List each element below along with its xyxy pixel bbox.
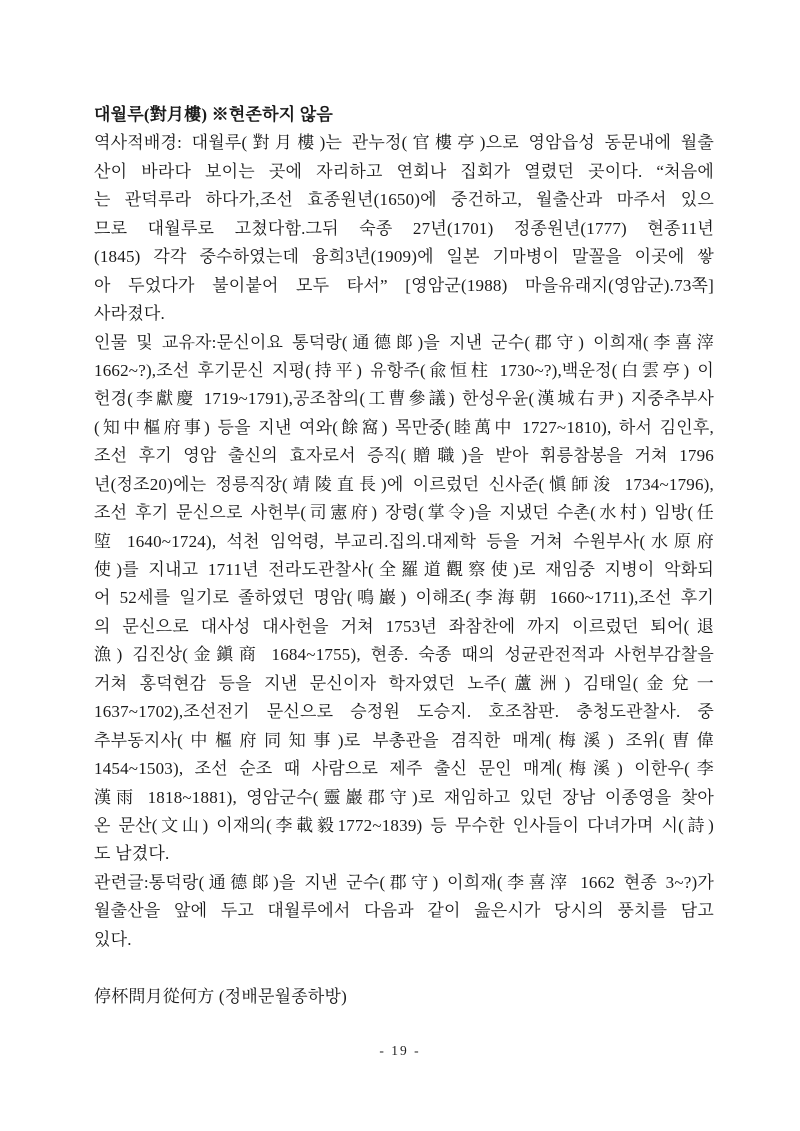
text-line: 년(정조20)에는 정릉직장(靖陵直長)에 이르렀던 신사준(愼師浚 1734~1796),	[94, 474, 714, 494]
document-heading: 대월루(對月樓) ※현존하지 않음	[94, 105, 334, 124]
text-line: 므로 대월루로 고쳤다함.그뒤 숙종 27년(1701) 정종원년(1777) 현종11년	[94, 218, 714, 238]
text-line: 1662~?),조선 후기문신 지평(持平) 유항주(兪恒柱 1730~?),백운정(白雲亭) 이	[94, 360, 714, 380]
text-line: 관련글:통덕랑(通德郞)을 지낸 군수(郡守) 이희재(李喜滓 1662 현종 3~?)가	[94, 872, 714, 892]
text-line: 추부동지사(中樞府同知事)로 부총관을 겸직한 매계(梅溪) 조위(曺偉	[94, 730, 714, 750]
text-line: 역사적배경: 대월루(對月樓)는 관누정(官樓亭)으로 영암읍성 동문내에 월출	[94, 133, 714, 153]
text-line: 漢雨 1818~1881), 영암군수(靈巖郡守)로 재임하고 있던 장남 이종영을 찾아	[94, 787, 714, 807]
text-line: 1637~1702),조선전기 문신으로 승정원 도승지. 호조참판. 충청도관찰사. 중	[94, 702, 714, 722]
document-content	[94, 101, 714, 1011]
text-line: 1454~1503), 조선 순조 때 사람으로 제주 출신 문인 매계(梅溪) 이한우(李	[94, 759, 714, 779]
text-line: 있다.	[94, 929, 132, 949]
text-line: 使)를 지내고 1711년 전라도관찰사(全羅道觀察使)로 재임중 지병이 악화되	[94, 560, 714, 579]
text-line: 조선 후기 영암 출신의 효자로서 증직(贈職)을 받아 휘릉참봉을 거쳐 1796	[94, 446, 714, 466]
text-line: 사라졌다.	[94, 304, 165, 324]
text-line	[94, 954, 714, 982]
text-line: 월출산을 앞에 두고 대월루에서 다음과 같이 읊은시가 당시의 풍치를 담고	[94, 901, 714, 921]
text-line: 漁) 김진상(金鎭商 1684~1755), 현종. 숙종 때의 성균관전적과 사헌부감찰을	[94, 645, 714, 665]
text-line: 아 두었다가 불이붙어 모두 타서” [영암군(1988) 마을유래지(영암군).73쪽]	[94, 275, 714, 295]
text-line: 는 관덕루라 하다가,조선 효종원년(1650)에 중건하고, 월출산과 마주서 있으	[94, 190, 714, 210]
text-line: 도 남겼다.	[94, 844, 170, 864]
text-line: 의 문신으로 대사성 대사헌을 거쳐 1753년 좌참찬에 까지 이르렀던 퇴어(退	[94, 616, 714, 636]
text-line: 인물 및 교유자:문신이요 통덕랑(通德郞)을 지낸 군수(郡守) 이희재(李喜滓	[94, 332, 714, 352]
text-line: 埅 1640~1724), 석천 임억령, 부교리.집의.대제학 등을 거쳐 수원부사(水原府	[94, 531, 714, 551]
text-line: 어 52세를 일기로 졸하였던 명암(鳴巖) 이해조(李海朝 1660~1711),조선 후기	[94, 588, 714, 608]
text-line: 조선 후기 문신으로 사헌부(司憲府) 장령(掌令)을 지냈던 수촌(水村) 임방(任	[94, 503, 714, 523]
text-line: 停杯問月從何方 (정배문월종하방)	[94, 986, 347, 1006]
text-line: (1845) 각각 중수하였는데 융희3년(1909)에 일본 기마병이 말꼴을 이곳에 쌓	[94, 247, 714, 267]
page-number: - 19 -	[379, 1043, 421, 1058]
document-body-lines	[94, 129, 714, 1011]
text-line: 산이 바라다 보이는 곳에 자리하고 연회나 집회가 열렸던 곳이다. “처음에	[94, 161, 714, 181]
text-line: 온 문산(文山) 이재의(李載毅1772~1839) 등 무수한 인사들이 다녀가며 시(詩)	[94, 815, 714, 835]
text-line: 헌경(李獻慶 1719~1791),공조참의(工曹參議) 한성우윤(漢城右尹) 지중추부사	[94, 389, 714, 409]
text-line: (知中樞府事) 등을 지낸 여와(餘窩) 목만중(睦萬中 1727~1810), 하서 김인후,	[94, 417, 714, 437]
text-line: 거쳐 홍덕현감 등을 지낸 문신이자 학자였던 노주(蘆洲) 김태일(金兌一	[94, 673, 714, 693]
